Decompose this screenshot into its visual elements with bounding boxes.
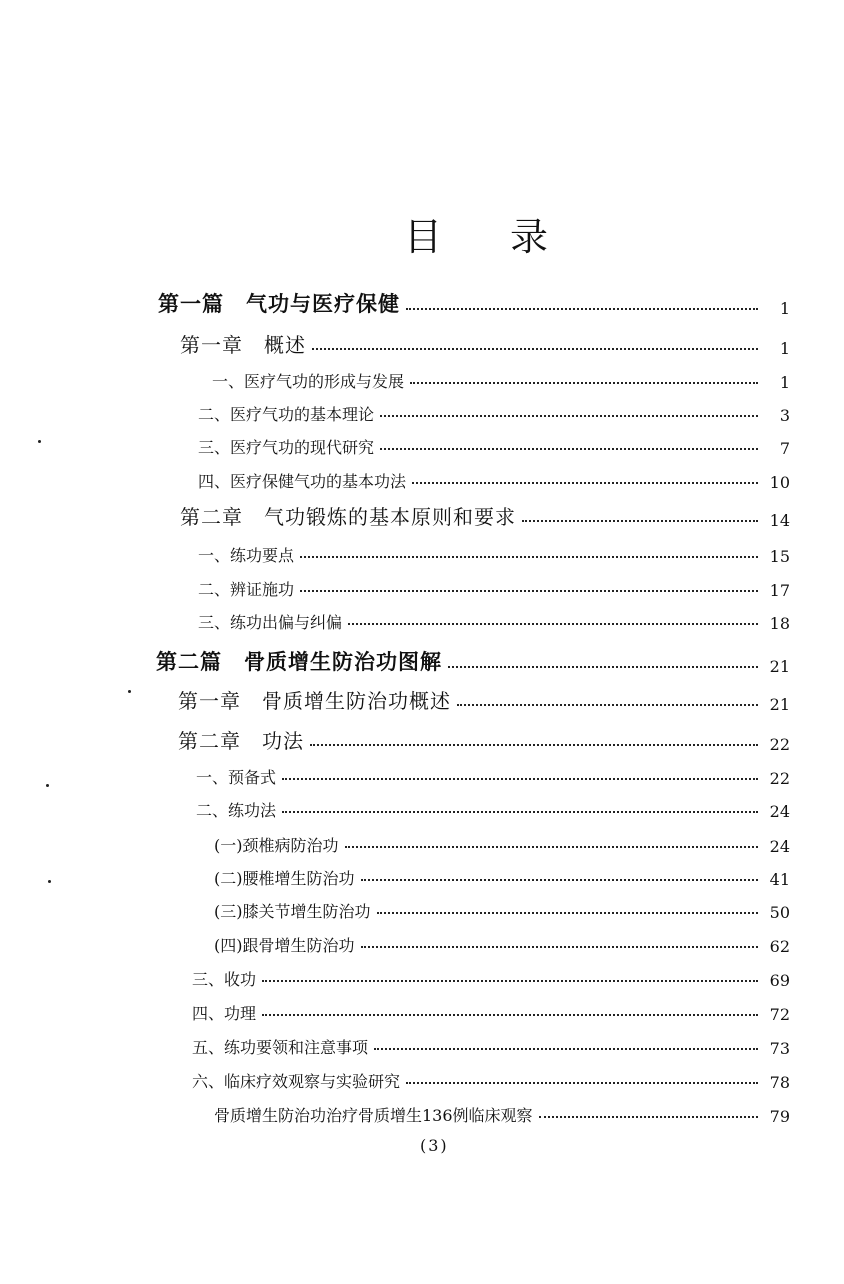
toc-entry-subsection[interactable] bbox=[214, 826, 790, 856]
toc-entry-page: 1 bbox=[779, 373, 790, 392]
toc-entry-label: 第二篇 骨质增生防治功图解 bbox=[156, 650, 442, 674]
toc-entry-page: 22 bbox=[769, 769, 790, 788]
toc-entry-label: 一、预备式 bbox=[196, 768, 277, 787]
toc-entry-label: 二、练功法 bbox=[196, 801, 277, 820]
toc-entry-note[interactable] bbox=[214, 1096, 790, 1126]
toc-entry-page: 24 bbox=[769, 837, 790, 856]
toc-entry-label: 四、功理 bbox=[192, 1004, 257, 1023]
toc-entry-section[interactable] bbox=[198, 428, 790, 458]
dot-leader bbox=[282, 810, 758, 813]
toc-entry-label: 第一章 骨质增生防治功概述 bbox=[178, 689, 451, 713]
dot-leader bbox=[377, 911, 759, 914]
toc-entry-section[interactable] bbox=[196, 791, 790, 821]
dot-leader bbox=[361, 878, 759, 881]
dot-leader bbox=[412, 481, 758, 484]
toc-entry-section[interactable] bbox=[192, 1028, 790, 1058]
dot-leader bbox=[374, 1047, 758, 1050]
toc-entry-page: 50 bbox=[769, 903, 790, 922]
toc-entry-page: 7 bbox=[779, 439, 790, 458]
toc-entry-label: 四、医疗保健气功的基本功法 bbox=[198, 472, 407, 491]
toc-entry-label: 三、收功 bbox=[192, 970, 257, 989]
toc-entry-label: (三)膝关节增生防治功 bbox=[214, 902, 371, 921]
toc-entry-page: 22 bbox=[769, 735, 790, 754]
toc-entry-part-2[interactable] bbox=[156, 646, 790, 676]
dot-leader bbox=[262, 979, 758, 982]
dot-leader bbox=[406, 1081, 758, 1084]
dot-leader bbox=[282, 777, 758, 780]
toc-entry-section[interactable] bbox=[198, 536, 790, 566]
toc-entry-page: 78 bbox=[769, 1073, 790, 1092]
toc-entry-section[interactable] bbox=[196, 758, 790, 788]
toc-entry-page: 72 bbox=[769, 1005, 790, 1024]
toc-entry-page: 3 bbox=[779, 406, 790, 425]
dot-leader bbox=[380, 414, 758, 417]
toc-entry-section[interactable] bbox=[198, 570, 790, 600]
dot-leader bbox=[300, 589, 758, 592]
toc-entry-label: (一)颈椎病防治功 bbox=[214, 836, 339, 855]
toc-entry-page: 21 bbox=[769, 657, 790, 676]
toc-entry-chapter[interactable] bbox=[178, 684, 790, 714]
toc-entry-part-1[interactable] bbox=[158, 288, 790, 318]
toc-entry-section[interactable] bbox=[192, 994, 790, 1024]
toc-entry-label: (四)跟骨增生防治功 bbox=[214, 936, 355, 955]
toc-entry-section[interactable] bbox=[192, 1062, 790, 1092]
toc-entry-page: 14 bbox=[769, 511, 790, 530]
toc-entry-section[interactable] bbox=[198, 462, 790, 492]
toc-entry-page: 24 bbox=[769, 802, 790, 821]
toc-entry-label: 二、医疗气功的基本理论 bbox=[198, 405, 375, 424]
dot-leader bbox=[345, 845, 759, 848]
dot-leader bbox=[522, 519, 758, 522]
toc-entry-page: 18 bbox=[769, 614, 790, 633]
dot-leader bbox=[410, 381, 758, 384]
title-char-mu: 目 bbox=[404, 215, 443, 259]
toc-entry-subsection[interactable] bbox=[214, 859, 790, 889]
toc-entry-chapter[interactable] bbox=[180, 328, 790, 358]
toc-entry-section[interactable] bbox=[198, 603, 790, 633]
dot-leader bbox=[406, 307, 758, 310]
scan-speck bbox=[128, 690, 131, 693]
toc-entry-section[interactable] bbox=[198, 395, 790, 425]
toc-entry-label: 一、医疗气功的形成与发展 bbox=[212, 372, 405, 391]
title-char-lu: 录 bbox=[510, 215, 549, 259]
toc-entry-chapter[interactable] bbox=[180, 500, 790, 530]
toc-entry-label: (二)腰椎增生防治功 bbox=[214, 869, 355, 888]
scan-speck bbox=[38, 440, 41, 443]
toc-entry-page: 62 bbox=[769, 937, 790, 956]
toc-entry-label: 三、医疗气功的现代研究 bbox=[198, 438, 375, 457]
dot-leader bbox=[300, 555, 758, 558]
toc-entry-chapter[interactable] bbox=[178, 724, 790, 754]
toc-entry-page: 17 bbox=[769, 581, 790, 600]
dot-leader bbox=[348, 622, 758, 625]
toc-entry-label: 五、练功要领和注意事项 bbox=[192, 1038, 369, 1057]
toc-entry-label: 骨质增生防治功治疗骨质增生136例临床观察 bbox=[214, 1106, 533, 1125]
toc-entry-section[interactable] bbox=[192, 960, 790, 990]
toc-entry-section[interactable] bbox=[212, 362, 790, 392]
toc-entry-page: 1 bbox=[779, 299, 790, 318]
toc-entry-label: 第一篇 气功与医疗保健 bbox=[158, 292, 400, 316]
dot-leader bbox=[539, 1115, 758, 1118]
scan-speck bbox=[46, 784, 49, 787]
toc-entry-label: 第二章 气功锻炼的基本原则和要求 bbox=[180, 505, 516, 529]
toc-entry-label: 第一章 概述 bbox=[180, 333, 306, 357]
toc-entry-page: 69 bbox=[769, 971, 790, 990]
toc-entry-page: 79 bbox=[769, 1107, 790, 1126]
dot-leader bbox=[361, 945, 759, 948]
toc-entry-page: 15 bbox=[769, 547, 790, 566]
toc-entry-page: 1 bbox=[779, 339, 790, 358]
toc-entry-label: 一、练功要点 bbox=[198, 546, 295, 565]
dot-leader bbox=[310, 743, 758, 746]
toc-entry-label: 三、练功出偏与纠偏 bbox=[198, 613, 343, 632]
page-number: (3) bbox=[420, 1136, 449, 1155]
toc-entry-subsection[interactable] bbox=[214, 926, 790, 956]
toc-entry-page: 73 bbox=[769, 1039, 790, 1058]
dot-leader bbox=[380, 447, 758, 450]
dot-leader bbox=[457, 703, 758, 706]
dot-leader bbox=[312, 347, 758, 350]
dot-leader bbox=[262, 1013, 758, 1016]
scan-speck bbox=[48, 880, 51, 883]
toc-entry-page: 21 bbox=[769, 695, 790, 714]
toc-entry-label: 二、辨证施功 bbox=[198, 580, 295, 599]
toc-entry-label: 六、临床疗效观察与实验研究 bbox=[192, 1072, 401, 1091]
toc-entry-label: 第二章 功法 bbox=[178, 729, 304, 753]
dot-leader bbox=[448, 665, 758, 668]
toc-entry-page: 10 bbox=[769, 473, 790, 492]
toc-entry-subsection[interactable] bbox=[214, 892, 790, 922]
toc-entry-page: 41 bbox=[769, 870, 790, 889]
